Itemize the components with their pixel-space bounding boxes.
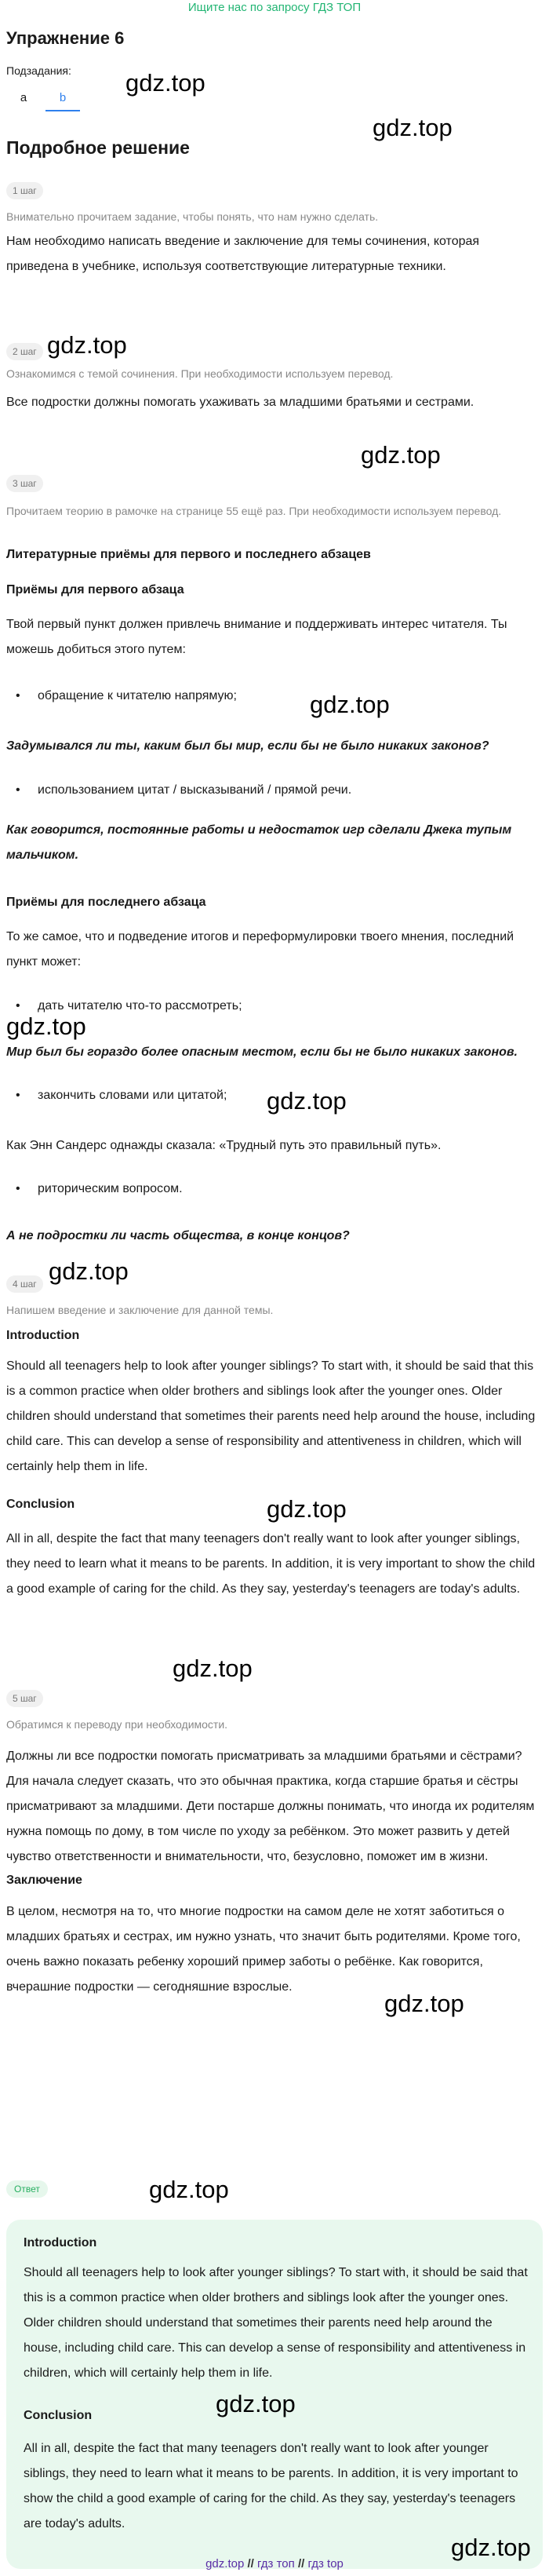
theory-paragraph: Как Энн Сандерс однажды сказала: «Трудный путь это правильный путь». bbox=[6, 1139, 442, 1152]
answer-heading: Conclusion bbox=[24, 2409, 93, 2422]
list-item: • дать читателю что-то рассмотреть; bbox=[17, 997, 242, 1016]
answer-heading: Introduction bbox=[24, 2236, 97, 2249]
answer-paragraph: Should all teenagers help to look after younger siblings? To start with, it should be said that this is a common practice when older brothers and siblings look after the younger ones. Older children should understand that sometimes their parents need help around the house, including child care. This can develop a sense of responsibility and attentiveness in children, which will certainly help them in life. bbox=[24, 2266, 528, 2380]
subtasks-label: Подзадания: bbox=[6, 64, 71, 77]
watermark: gdz.top bbox=[216, 2390, 296, 2417]
watermark: gdz.top bbox=[373, 114, 453, 141]
step-badge: 1 шаг bbox=[6, 182, 43, 199]
watermark: gdz.top bbox=[361, 441, 441, 469]
example-text: Задумывался ли ты, каким был бы мир, если бы не было никаких законов? bbox=[6, 739, 489, 753]
answer-badge: Ответ bbox=[6, 2180, 48, 2198]
page-title: Упражнение 6 bbox=[6, 28, 125, 48]
watermark: gdz.top bbox=[125, 69, 205, 97]
step-note: Прочитаем теорию в рамочке на странице 55 ещё раз. При необходимости используем перевод. bbox=[6, 505, 502, 517]
list-item: • риторическим вопросом. bbox=[17, 1180, 183, 1199]
search-hint-link[interactable]: Ищите нас по запросу ГДЗ ТОП bbox=[187, 1, 362, 14]
list-item: • использованием цитат / высказываний / прямой речи. bbox=[17, 781, 351, 800]
watermark: gdz.top bbox=[384, 1990, 464, 2017]
list-item: • закончить словами или цитатой; bbox=[17, 1086, 227, 1105]
step-badge: 4 шаг bbox=[6, 1275, 43, 1293]
watermark: gdz.top bbox=[267, 1087, 347, 1115]
step-badge: 2 шаг bbox=[6, 343, 43, 360]
footer-separator: // bbox=[247, 2557, 254, 2571]
footer-link-gdz-top-mix[interactable]: гдз top bbox=[307, 2557, 344, 2571]
step-text: Нам необходимо написать введение и заключение для темы сочинения, которая приведена в учебнике, используя соответствующие литературные техники. bbox=[6, 235, 480, 273]
answer-paragraph: All in all, despite the fact that many teenagers don't really want to look after younger siblings, they need to learn what it means to be parents. In addition, it is very important to show the child a good example of caring for the child. As they say, yesterday's teenagers are today's adults. bbox=[24, 2442, 518, 2530]
theory-paragraph: То же самое, что и подведение итогов и переформулировки твоего мнения, последний пункт может: bbox=[6, 930, 514, 969]
watermark: gdz.top bbox=[310, 691, 390, 718]
footer-separator: // bbox=[297, 2557, 305, 2571]
theory-paragraph: Твой первый пункт должен привлечь внимание и поддерживать интерес читателя. Ты можешь добиться этого путем: bbox=[6, 618, 507, 656]
tab-a[interactable]: a bbox=[20, 91, 27, 104]
step-note: Обратимся к переводу при необходимости. bbox=[6, 1718, 228, 1731]
section-title: Подробное решение bbox=[6, 137, 190, 158]
essay-paragraph: Должны ли все подростки помогать присматривать за младшими братьями и сёстрами? Для начала следует сказать, что это обычная практика, когда старшие братья и сёстры присматривают за младшими. Дети постарше должны понимать, что иногда их родителям нужна помощь по дому, в том числе по уходу за ребёнком. Это может развить у детей чувство ответственности и внимательности, что, безусловно, поможет им в жизни. bbox=[6, 1750, 535, 1863]
essay-heading: Conclusion bbox=[6, 1498, 75, 1511]
essay-heading: Introduction bbox=[6, 1329, 80, 1342]
watermark: gdz.top bbox=[173, 1655, 253, 1682]
essay-paragraph: All in all, despite the fact that many teenagers don't really want to look after younger siblings, they need to learn what it means to be parents. In addition, it is very important to show the child a good example of caring for the child. As they say, yesterday's teenagers are today's adults. bbox=[6, 1532, 536, 1596]
essay-paragraph: Should all teenagers help to look after younger siblings? To start with, it should be said that this is a common practice when older brothers and siblings look after the younger ones. Older children should understand that sometimes their parents need help around the house, including child care. This can develop a sense of responsibility and attentiveness in children, which will certainly help them in life. bbox=[6, 1359, 536, 1473]
example-text: Как говорится, постоянные работы и недостаток игр сделали Джека тупым мальчиком. bbox=[6, 823, 512, 862]
example-text: А не подростки ли часть общества, в конце концов? bbox=[6, 1229, 350, 1242]
step-note: Внимательно прочитаем задание, чтобы понять, что нам нужно сделать. bbox=[6, 210, 379, 223]
theory-subheading: Приёмы для первого абзаца bbox=[6, 583, 184, 597]
example-text: Мир был бы гораздо более опасным местом, если бы не было никаких законов. bbox=[6, 1045, 518, 1059]
essay-paragraph: В целом, несмотря на то, что многие подростки на самом деле не хотят заботиться о младших братьях и сестрах, им нужно узнать, что значит быть родителями. Кроме того, очень важно показать ребенку хороший пример заботы о ребёнке. Как говорится, вчерашние подростки — сегодняшние взрослые. bbox=[6, 1905, 521, 1994]
watermark: gdz.top bbox=[267, 1495, 347, 1523]
watermark: gdz.top bbox=[49, 1257, 129, 1285]
watermark: gdz.top bbox=[451, 2534, 531, 2561]
watermark: gdz.top bbox=[47, 331, 127, 359]
theory-heading: Литературные приёмы для первого и последнего абзацев bbox=[6, 548, 371, 561]
footer-link-gdz-top[interactable]: gdz.top bbox=[205, 2557, 245, 2571]
list-item: • обращение к читателю напрямую; bbox=[17, 687, 237, 706]
essay-heading: Заключение bbox=[6, 1874, 82, 1887]
footer-links bbox=[0, 2557, 549, 2571]
footer-link-gdz-top-ru[interactable]: гдз топ bbox=[257, 2557, 295, 2571]
step-note: Ознакомимся с темой сочинения. При необходимости используем перевод. bbox=[6, 367, 394, 380]
step-note: Напишем введение и заключение для данной темы. bbox=[6, 1304, 274, 1316]
step-badge: 3 шаг bbox=[6, 475, 43, 492]
theory-subheading: Приёмы для последнего абзаца bbox=[6, 896, 206, 909]
step-text: Все подростки должны помогать ухаживать за младшими братьями и сестрами. bbox=[6, 396, 474, 409]
step-badge: 5 шаг bbox=[6, 1690, 43, 1707]
watermark: gdz.top bbox=[6, 1013, 86, 1040]
watermark: gdz.top bbox=[149, 2176, 229, 2203]
tab-b[interactable]: b bbox=[45, 86, 80, 111]
